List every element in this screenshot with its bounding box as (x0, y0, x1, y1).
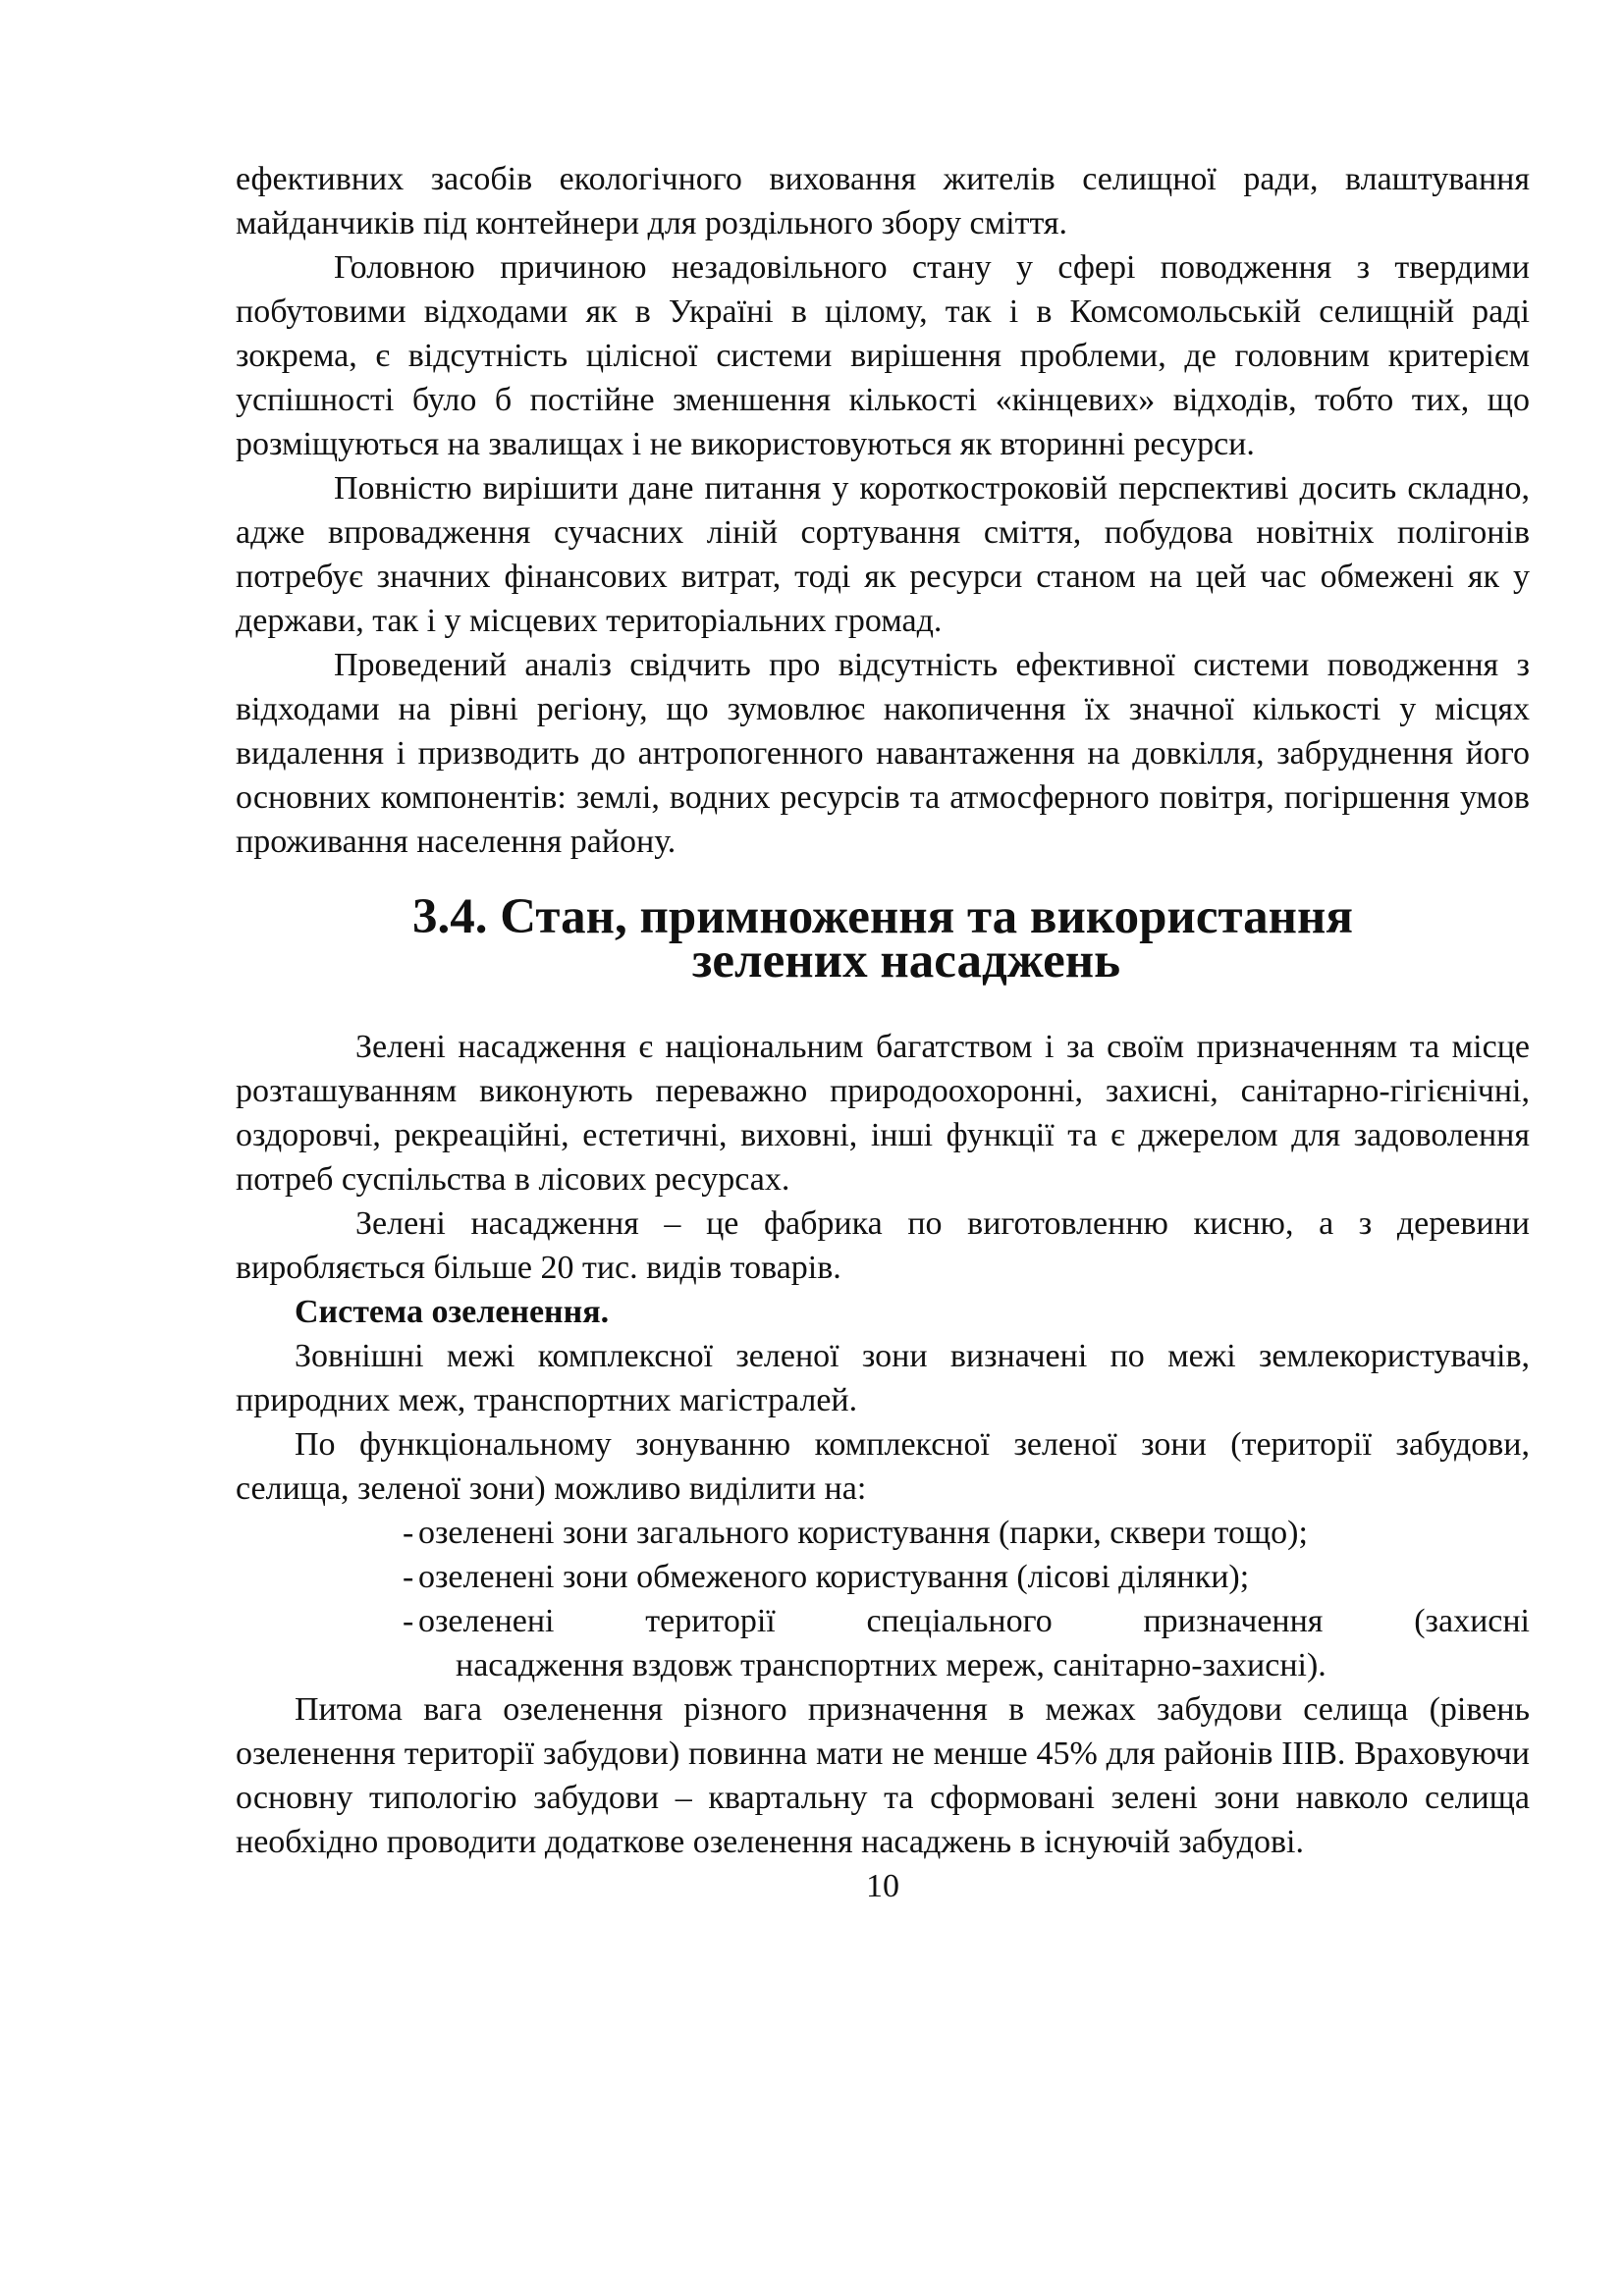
list-dash: - (403, 1603, 414, 1639)
subheading-greening-system: Система озеленення. (295, 1294, 610, 1330)
paragraph-analysis: Проведений аналіз свідчить про відсутність ефективної системи поводження з відходами на рівні регіону, що зумовлює накопичення їх значної кількості у місцях видалення і призводить до антропогенного навантаження на довкілля, забруднення його основних компонентів: землі, водних ресурсів та атмосферного повітря, погіршення умов проживання населення району. (236, 647, 1530, 860)
list-dash: - (403, 1559, 414, 1595)
paragraph-oxygen-factory: Зелені насадження – це фабрика по виготовленню кисню, а з деревини виробляється більше 20 тис. видів товарів. (236, 1205, 1530, 1286)
list-dash: - (403, 1515, 414, 1551)
paragraph-functional-zoning: По функціональному зонуванню комплексної зеленої зони (території забудови, селища, зеленої зони) можливо виділити на: (236, 1426, 1530, 1507)
zone-list (236, 1511, 1530, 1687)
section-heading (236, 889, 1530, 988)
list-item (403, 1599, 1530, 1687)
list-item (403, 1555, 1530, 1599)
list-item-continuation: насадження вздовж транспортних мереж, санітарно-захисні). (456, 1647, 1326, 1683)
page-number: 10 (866, 1868, 899, 1904)
paragraph-green-wealth: Зелені насадження є національним багатством і за своїм призначенням та місце розташуванням виконують переважно природоохоронні, захисні, санітарно-гігієнічні, оздоровчі, рекреаційні, естетичні, виховні, інші функції та є джерелом для задоволення потреб суспільства в лісових ресурсах. (236, 1029, 1530, 1198)
section-heading-line-2: зелених насаджень (691, 934, 1121, 988)
document-page (236, 157, 1530, 1908)
paragraph-short-term: Повністю вирішити дане питання у короткостроковій перспективі досить складно, адже впровадження сучасних ліній сортування сміття, побудова новітніх полігонів потребує значних фінансових витрат, тоді як ресурси станом на цей час обмежені як у держави, так і у місцевих територіальних громад. (236, 470, 1530, 639)
paragraph-external-borders: Зовнішні межі комплексної зеленої зони визначені по межі землекористувачів, природних меж, транспортних магістралей. (236, 1338, 1530, 1418)
list-item-text: озеленені зони обмеженого користування (лісові ділянки); (418, 1559, 1250, 1595)
list-item-text: озеленені зони загального користування (парки, сквери тощо); (418, 1515, 1308, 1551)
list-item (403, 1511, 1530, 1555)
section-heading-line-1: 3.4. Стан, примноження та використання (412, 889, 1353, 944)
list-item-text-wrapper (418, 1599, 1530, 1687)
list-item-text: озеленені території спеціального призначення (захисні (418, 1603, 1530, 1639)
paragraph-continuation: ефективних засобів екологічного виховання жителів селищної ради, влаштування майданчиків під контейнери для роздільного збору сміття. (236, 161, 1530, 241)
paragraph-main-cause: Головною причиною незадовільного стану у сфері поводження з твердими побутовими відходами як в Україні в цілому, так і в Комсомольській селищній раді зокрема, є відсутність цілісної системи вирішення проблеми, де головним критерієм успішності було б постійне зменшення кількості «кінцевих» відходів, тобто тих, що розміщуються на звалищах і не використовуються як вторинні ресурси. (236, 249, 1530, 462)
paragraph-green-share: Питома вага озеленення різного призначення в межах забудови селища (рівень озеленення території забудови) повинна мати не менше 45% для районів IIIВ. Враховуючи основну типологію забудови – квартальну та сформовані зелені зони навколо селища необхідно проводити додаткове озеленення насаджень в існуючій забудові. (236, 1691, 1530, 1860)
